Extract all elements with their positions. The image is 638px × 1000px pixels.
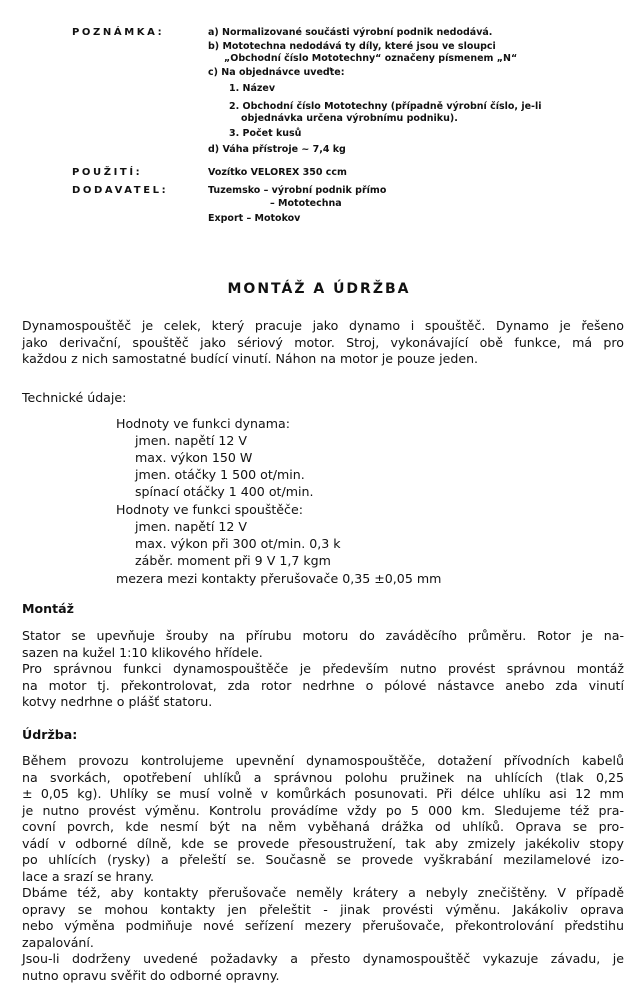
udrzba-line: Jsou-li dodrženy uvedené požadavky a přesto dynamospouštěč vykazuje závadu, je [22, 951, 624, 966]
dodavatel-row-tuzemsko: Tuzemsko – výrobní podnik přímo [208, 185, 387, 196]
udrzba-line: po uhlících (rysky) a přeleští se. Současně se provede vyškrabání mezilamelové izo- [22, 852, 624, 867]
udrzba-line: Během provozu kontrolujeme upevnění dynamospouštěče, dotažení přívodních kabelů [22, 753, 624, 768]
udrzba-line: ± 0,05 kg). Uhlíky se musí volně v komůrkách posunovati. Při délce uhlíku asi 12 mm [22, 786, 624, 801]
udrzba-line: nebo výměna podmiňuje nové seřízení mezery přerušovače, překontrolování předstihu [22, 918, 624, 933]
poznamka-item-c1: 1. Název [229, 83, 276, 94]
montaz-line: na motor tj. překontrolovat, zda rotor nedrhne o pólové nástavce anebo zda vinutí [22, 677, 624, 693]
udrzba-line: zapalování. [22, 934, 94, 950]
dynamo-line: spínací otáčky 1 400 ot/min. [135, 484, 314, 499]
udrzba-paragraph [22, 753, 624, 984]
poznamka-item-b-cont: „Obchodní číslo Mototechny“ označeny písmenem „N“ [224, 53, 518, 64]
pouziti-label: POUŽITÍ: [72, 167, 143, 178]
dodavatel-label: DODAVATEL: [72, 185, 169, 196]
starter-line: jmen. napětí 12 V [135, 519, 248, 534]
intro-line: každou z nich samostatné budící vinutí. Náhon na motor je pouze jeden. [22, 351, 479, 366]
intro-paragraph [22, 318, 624, 368]
udrzba-line: Dbáme též, aby kontakty přerušovače neměly krátery a nebyly znečištěny. V případě [22, 885, 624, 900]
intro-line: Dynamospouštěč je celek, který pracuje jako dynamo i spouštěč. Dynamo je řešeno [22, 318, 624, 333]
udrzba-line: na svorkách, opotřebení uhlíků a správnou polohu pružinek na uhlících (tlak 0,25 [22, 769, 624, 785]
pouziti-value: Vozítko VELOREX 350 ccm [208, 167, 347, 178]
intro-line: jako derivační, spouštěč jako sériový motor. Stroj, vykonávající obě funkce, má pro [22, 334, 624, 350]
dynamo-line: jmen. otáčky 1 500 ot/min. [135, 467, 305, 482]
poznamka-item-c2: 2. Obchodní číslo Mototechny (případně výrobní číslo, je-li [229, 101, 542, 112]
starter-line: max. výkon při 300 ot/min. 0,3 k [135, 536, 341, 551]
montaz-line: kotvy nedrhne o plášť statoru. [22, 694, 213, 709]
poznamka-item-a: a) Normalizované součásti výrobní podnik nedodává. [208, 27, 493, 38]
dynamo-line: jmen. napětí 12 V [135, 433, 248, 448]
gap-line: mezera mezi kontakty přerušovače 0,35 ±0,05 mm [116, 571, 442, 586]
poznamka-item-c: c) Na objednávce uveďte: [208, 67, 345, 78]
udrzba-line: vádí v odborné dílně, kde se provede přesoustružení, tak aby zmizely jakékoliv stopy [22, 835, 624, 851]
section-title: MONTÁŽ A ÚDRŽBA [227, 281, 411, 297]
udrzba-line: je nutno provést výměnu. Kontrolu provádíme vždy po 5 000 km. Sledujeme též pra- [22, 802, 624, 818]
poznamka-item-c2-cont: objednávka určena výrobnímu podniku). [241, 113, 458, 124]
dynamo-heading: Hodnoty ve funkci dynama: [116, 416, 290, 431]
poznamka-item-b: b) Mototechna nedodává ty díly, které jsou ve sloupci [208, 41, 496, 52]
dynamo-line: max. výkon 150 W [135, 450, 253, 465]
starter-heading: Hodnoty ve funkci spouštěče: [116, 502, 303, 517]
udrzba-heading: Údržba: [22, 727, 78, 742]
udrzba-line: opravy se mohou kontakty jen přeleštit - jinak provésti výměnu. Jakákoliv oprava [22, 901, 624, 917]
dodavatel-row-mototechna: – Mototechna [270, 198, 342, 209]
udrzba-line: lace a srazí se hrany. [22, 868, 155, 884]
poznamka-item-c3: 3. Počet kusů [229, 128, 302, 139]
montaz-line: sazen na kužel 1:10 klikového hřídele. [22, 644, 263, 660]
udrzba-line: covní povrch, kde nesmí být na něm vyběhaná drážka od uhlíků. Oprava se pro- [22, 819, 624, 834]
montaz-line: Pro správnou funkci dynamospouštěče je především nutno provést správnou montáž [22, 661, 624, 676]
montaz-heading: Montáž [22, 601, 74, 616]
dodavatel-row-export: Export – Motokov [208, 213, 301, 224]
udrzba-line: nutno opravu svěřit do odborné opravny. [22, 967, 280, 983]
poznamka-item-d: d) Váha přístroje ~ 7,4 kg [208, 144, 346, 155]
tech-label: Technické údaje: [22, 390, 127, 405]
montaz-line: Stator se upevňuje šrouby na přírubu motoru do zaváděcího průměru. Rotor je na- [22, 628, 624, 643]
starter-line: záběr. moment při 9 V 1,7 kgm [135, 553, 331, 568]
montaz-paragraph [22, 628, 624, 711]
poznamka-label: POZNÁMKA: [72, 27, 165, 38]
